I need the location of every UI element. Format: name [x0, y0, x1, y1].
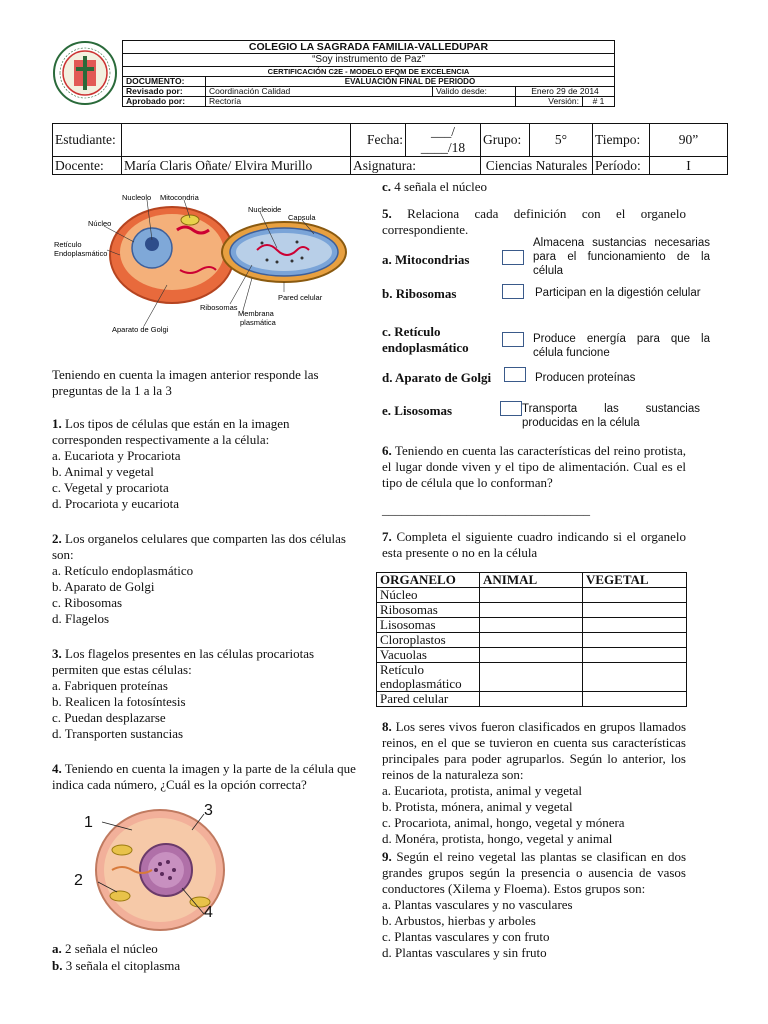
q5-answer-box-c[interactable]	[502, 332, 524, 347]
doc-value: EVALUACIÓN FINAL DE PERIODO	[206, 77, 615, 87]
q5-item-d: d. Aparato de Golgi	[382, 370, 492, 385]
animal-cell[interactable]	[480, 618, 583, 633]
question-4	[52, 761, 358, 793]
label-nucleoide: Nucleoide	[248, 205, 282, 214]
q9-option-c[interactable]: c. Plantas vasculares y con fruto	[382, 929, 550, 944]
school-name: COLEGIO LA SAGRADA FAMILIA-VALLEDUPAR	[123, 41, 615, 54]
label-nucleolo: Nucleolo	[122, 193, 152, 202]
time-value: 90”	[650, 124, 728, 157]
date-field[interactable]: ___/ ____/18	[406, 124, 481, 157]
q1-text: Los tipos de células que están en la imagen corresponden respectivamente a la célula:	[52, 416, 290, 447]
q3-option-c[interactable]: c. Puedan desplazarse	[52, 710, 166, 725]
label-reticulo: Retículo	[54, 240, 82, 249]
period-label: Período:	[593, 157, 650, 175]
table-row	[377, 603, 687, 618]
label-mitocondria: Mitocondria	[160, 193, 199, 202]
q1-option-a[interactable]: a. Eucariota y Procariota	[52, 448, 181, 463]
vegetal-cell[interactable]	[583, 692, 687, 707]
q3-option-a[interactable]: a. Fabriquen proteínas	[52, 678, 168, 693]
table-row	[377, 663, 687, 692]
q5-answer-box-d[interactable]	[504, 367, 526, 382]
q2-option-b[interactable]: b. Aparato de Golgi	[52, 579, 155, 594]
q8-text: Los seres vivos fueron clasificados en grupos llamados reinos, en el que se tuvieron en cuenta sus características principales para poder agruparlos. Según lo anterior, los reinos de la naturaleza son:	[382, 719, 687, 782]
question-8	[382, 719, 686, 847]
valid-value: Enero 29 de 2014	[516, 87, 615, 97]
animal-cell[interactable]	[480, 603, 583, 618]
group-value: 5°	[530, 124, 593, 157]
animal-header: ANIMAL	[480, 573, 583, 588]
q1-number: 1.	[52, 416, 62, 431]
q2-option-a[interactable]: a. Retículo endoplasmático	[52, 563, 194, 578]
q3-number: 3.	[52, 646, 62, 661]
label-plasmatica: plasmática	[240, 318, 276, 327]
vegetal-cell[interactable]	[583, 633, 687, 648]
student-field[interactable]	[122, 124, 351, 157]
group-label: Grupo:	[481, 124, 530, 157]
q1-option-c[interactable]: c. Vegetal y procariota	[52, 480, 169, 495]
diagram-number-4: 4	[204, 904, 213, 921]
teacher-label: Docente:	[53, 157, 122, 175]
q1-option-b[interactable]: b. Animal y vegetal	[52, 464, 154, 479]
table-row	[377, 633, 687, 648]
document-header	[122, 40, 615, 107]
organelle-lisosomas: Lisosomas	[377, 618, 480, 633]
organelle-pared: Pared celular	[377, 692, 480, 707]
organelle-ribosomas: Ribosomas	[377, 603, 480, 618]
q5-item-a: a. Mitocondrias	[382, 252, 470, 267]
school-motto: “Soy instrumento de Paz”	[123, 54, 615, 67]
label-ribosomas: Ribosomas	[200, 303, 238, 312]
diagram-number-1: 1	[84, 814, 93, 831]
table-row	[377, 692, 687, 707]
q8-option-d[interactable]: d. Monéra, protista, hongo, vegetal y animal	[382, 831, 613, 846]
animal-cell[interactable]	[480, 588, 583, 603]
organelle-cloroplastos: Cloroplastos	[377, 633, 480, 648]
label-pared-celular: Pared celular	[278, 293, 323, 302]
vegetal-cell[interactable]	[583, 618, 687, 633]
q9-number: 9.	[382, 849, 392, 864]
q8-number: 8.	[382, 719, 392, 734]
q5-item-e: e. Lisosomas	[382, 403, 453, 418]
organelle-header: ORGANELO	[377, 573, 480, 588]
doc-label: DOCUMENTO:	[123, 77, 206, 87]
q4-option-a-text: 2 señala el núcleo	[65, 941, 158, 956]
question-5	[382, 206, 686, 238]
q6-answer-line[interactable]: ________________________________	[382, 502, 590, 517]
q5-definition-4: Producen proteínas	[535, 372, 636, 384]
label-capsula: Capsula	[288, 213, 316, 222]
animal-cell[interactable]	[480, 648, 583, 663]
diagram-number-3: 3	[204, 802, 213, 819]
diagram-number-2: 2	[74, 872, 83, 889]
q4-option-b-text: 3 señala el citoplasma	[65, 958, 181, 973]
reviewed-label: Revisado por:	[123, 87, 206, 97]
q4-option-b-letter: b.	[52, 958, 63, 973]
version-value: # 1	[583, 97, 615, 107]
question-6	[382, 443, 686, 491]
subject-value: Ciencias Naturales	[481, 157, 593, 175]
table-row	[377, 618, 687, 633]
q5-definition-1: Almacena sustancias necesarias para el funcionamiento de la célula	[533, 237, 710, 277]
label-nucleo: Núcleo	[88, 219, 112, 228]
q9-option-b[interactable]: b. Arbustos, hierbas y arboles	[382, 913, 536, 928]
q5-number: 5.	[382, 206, 392, 221]
approved-label: Aprobado por:	[123, 97, 206, 107]
q9-option-a[interactable]: a. Plantas vasculares y no vasculares	[382, 897, 573, 912]
question-9	[382, 849, 686, 961]
date-label: Fecha:	[351, 124, 406, 157]
q2-number: 2.	[52, 531, 62, 546]
question-7	[382, 529, 686, 561]
organelle-table	[376, 572, 687, 707]
teacher-value: María Claris Oñate/ Elvira Murillo	[122, 157, 351, 175]
q7-text: Completa el siguiente cuadro indicando si el organelo esta presente o no en la célula	[382, 529, 687, 560]
q5-item-c: c. Retículo endoplasmático	[382, 324, 469, 355]
q9-option-d[interactable]: d. Plantas vasculares y sin fruto	[382, 945, 547, 960]
q6-number: 6.	[382, 443, 392, 458]
cell-comparison-diagram	[52, 190, 352, 340]
table-row	[377, 648, 687, 663]
q8-option-b[interactable]: b. Protista, mónera, animal y vegetal	[382, 799, 573, 814]
q4-option-b[interactable]	[52, 958, 352, 974]
q2-option-c[interactable]: c. Ribosomas	[52, 595, 123, 610]
organelle-nucleo: Núcleo	[377, 588, 480, 603]
label-membrana: Membrana	[238, 309, 274, 318]
q4-text: Teniendo en cuenta la imagen y la parte de la célula que indica cada número, ¿Cuál es la opción correcta?	[52, 761, 356, 792]
vegetal-cell[interactable]	[583, 588, 687, 603]
period-value: I	[650, 157, 728, 175]
question-2	[52, 531, 352, 627]
vegetal-cell[interactable]	[583, 648, 687, 663]
q7-number: 7.	[382, 529, 392, 544]
q2-text: Los organelos celulares que comparten las dos células son:	[52, 531, 346, 562]
q5-definition-2: Participan en la digestión celular	[535, 287, 701, 299]
q5-answer-box-e[interactable]	[500, 401, 522, 416]
q5-answer-box-a[interactable]	[502, 250, 524, 265]
vegetal-header: VEGETAL	[583, 573, 687, 588]
q5-definition-3: Produce energía para que la célula funcione	[533, 333, 710, 359]
time-label: Tiempo:	[593, 124, 650, 157]
q1-option-d[interactable]: d. Procariota y eucariota	[52, 496, 180, 511]
label-endoplasmatico: Endoplasmático	[54, 249, 108, 258]
q8-option-c[interactable]: c. Procariota, animal, hongo, vegetal y mónera	[382, 815, 625, 830]
vegetal-cell[interactable]	[583, 663, 687, 692]
q9-text: Según el reino vegetal las plantas se clasifican en dos grandes grupos según la presencia o ausencia de vasos conductores (Xilema y Floema). Estos grupos son:	[382, 849, 686, 896]
question-3	[52, 646, 352, 742]
q5-text: Relaciona cada definición con el organelo correspondiente.	[382, 206, 687, 237]
q3-text: Los flagelos presentes en las células procariotas permiten que estas células:	[52, 646, 315, 677]
q5-answer-box-b[interactable]	[502, 284, 524, 299]
valid-label: Valido desde:	[433, 87, 516, 97]
animal-cell[interactable]	[480, 692, 583, 707]
q4-option-c-letter: c.	[382, 179, 392, 194]
table-row	[377, 588, 687, 603]
q8-option-a[interactable]: a. Eucariota, protista, animal y vegetal	[382, 783, 582, 798]
school-logo	[52, 40, 118, 106]
q4-option-c-text: 4 señala el núcleo	[394, 179, 488, 194]
q2-option-d[interactable]: d. Flagelos	[52, 611, 110, 626]
organelle-vacuolas: Vacuolas	[377, 648, 480, 663]
q3-option-d[interactable]: d. Transporten sustancias	[52, 726, 184, 741]
q3-option-b[interactable]: b. Realicen la fotosíntesis	[52, 694, 186, 709]
q4-option-a[interactable]	[52, 941, 352, 957]
animal-cell[interactable]	[480, 633, 583, 648]
organelle-reticulo: Retículo endoplasmático	[377, 663, 480, 692]
q5-definition-5: Transporta las sustancias producidas en la célula	[522, 403, 700, 429]
reviewed-value: Coordinación Calidad	[206, 87, 433, 97]
version-label: Versión:	[516, 97, 583, 107]
question-1	[52, 416, 352, 512]
student-label: Estudiante:	[53, 124, 122, 157]
intro-text: Teniendo en cuenta la imagen anterior responde las preguntas de la 1 a la 3	[52, 367, 319, 398]
q4-number: 4.	[52, 761, 62, 776]
vegetal-cell[interactable]	[583, 603, 687, 618]
q4-option-a-letter: a.	[52, 941, 62, 956]
label-golgi: Aparato de Golgi	[112, 325, 169, 334]
q4-option-c[interactable]	[382, 179, 682, 195]
approved-value: Rectoría	[206, 97, 516, 107]
q5-item-b: b. Ribosomas	[382, 286, 457, 301]
certification: CERTIFICACIÓN C2E - MODELO EFQM DE EXCELENCIA	[123, 67, 615, 77]
q6-text: Teniendo en cuenta las características del reino protista, el lugar donde viven y el tipo de alimentación. Cual es el tipo de célula que lo conforman?	[382, 443, 686, 490]
student-info-table	[52, 123, 728, 175]
animal-cell[interactable]	[480, 663, 583, 692]
subject-label: Asignatura:	[351, 157, 481, 175]
